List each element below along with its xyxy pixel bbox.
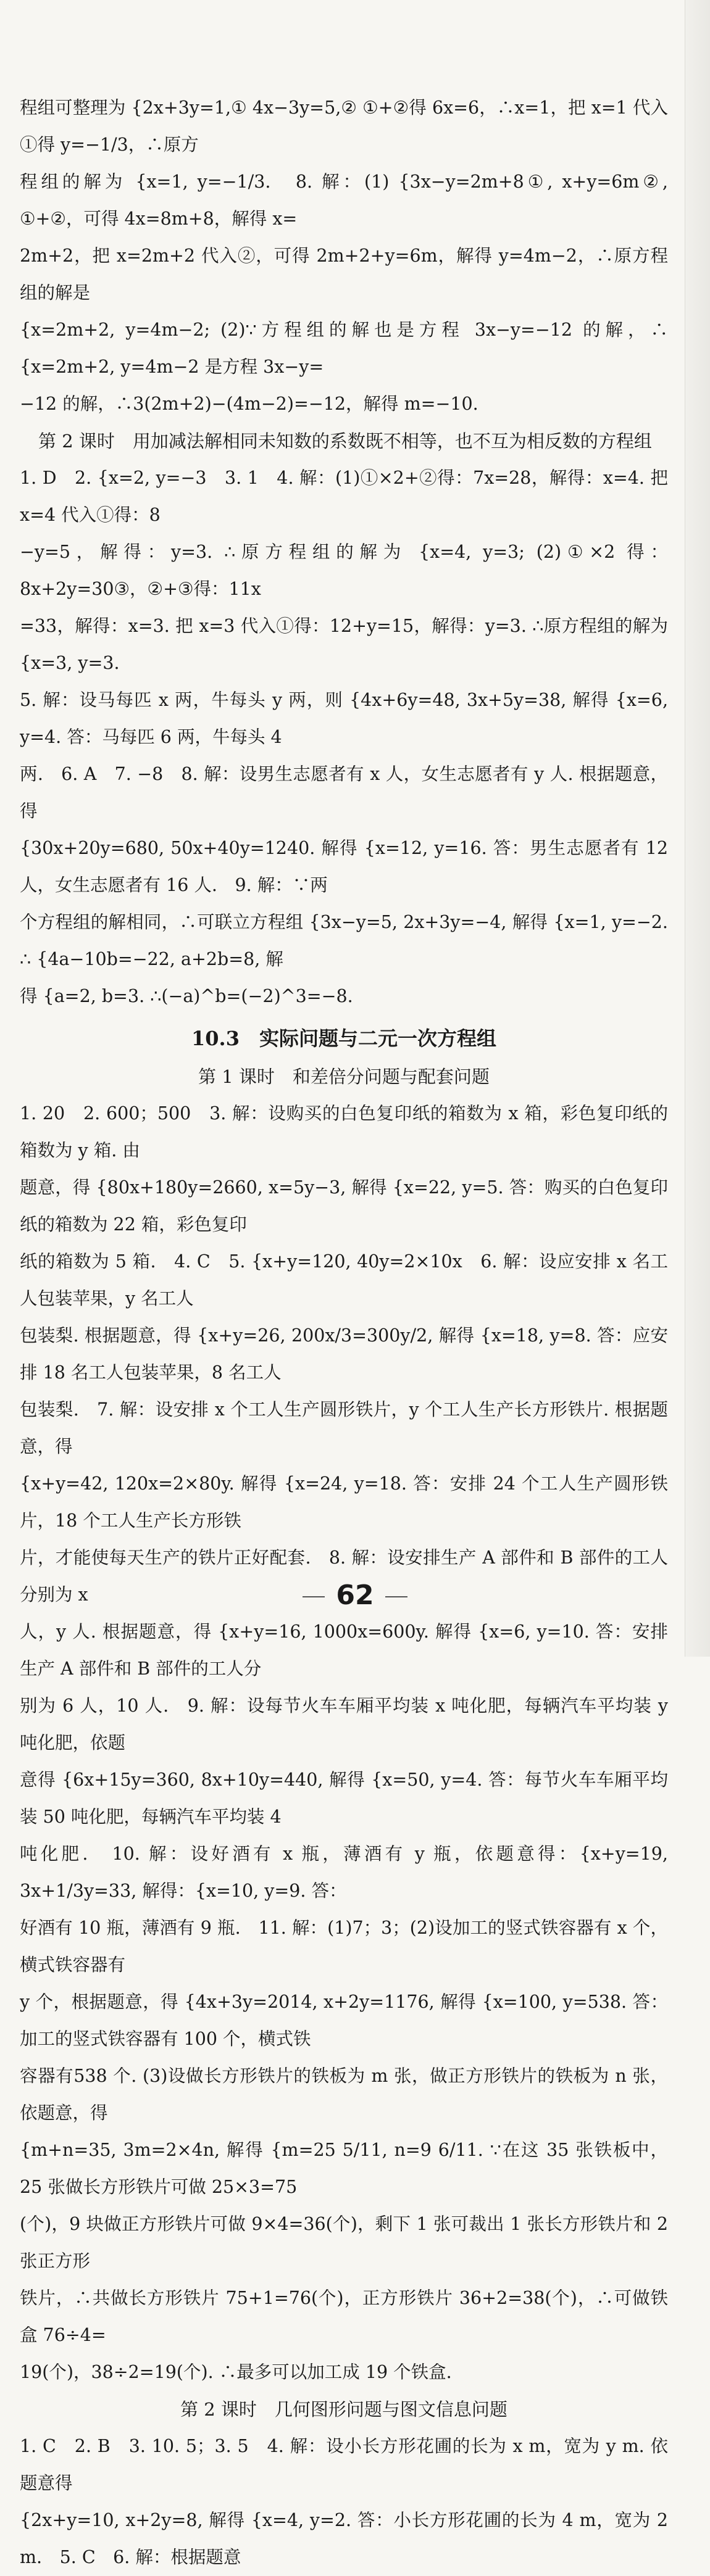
- text-line: {2x+y=10, x+2y=8, 解得 {x=4, y=2. 答：小长方形花圃的长为 4 m，宽为 2 m. 5. C 6. 解：根据题意: [20, 2510, 668, 2567]
- text-line: 得 {a=2, b=3. ∴(−a)^b=(−2)^3=−8.: [20, 986, 353, 1006]
- text-line: {x+y=42, 120x=2×80y. 解得 {x=24, y=18. 答：安排 24 个工人生产圆形铁片，18 个工人生产长方形铁: [20, 1473, 668, 1531]
- text-line: 个方程组的解相同，∴可联立方程组 {3x−y=5, 2x+3y=−4, 解得 {x=1, y=−2. ∴ {4a−10b=−22, a+2b=8, 解: [20, 912, 668, 969]
- text-line: 19(个)，38÷2=19(个). ∴最多可以加工成 19 个铁盒.: [20, 2362, 452, 2382]
- text-line: 容器有538 个. (3)设做长方形铁片的铁板为 m 张，做正方形铁片的铁板为 n 张，依题意，得: [20, 2066, 668, 2123]
- text-line: {m+n=35, 3m=2×4n, 解得 {m=25 5/11, n=9 6/11. ∵在这 35 张铁板中，25 张做长方形铁片可做 25×3=75: [20, 2140, 668, 2197]
- page-number-rule-left: [303, 1596, 325, 1597]
- text-line: −y=5，解得：y=3. ∴原方程组的解为 {x=4, y=3; (2)①×2 得：8x+2y=30③，②+③得：11x: [20, 542, 668, 599]
- text-line: 题意，得 {80x+180y=2660, x=5y−3, 解得 {x=22, y=5. 答：购买的白色复印纸的箱数为 22 箱，彩色复印: [20, 1177, 668, 1235]
- text-line: 程组的解为 {x=1, y=−1/3. 8. 解：(1) {3x−y=2m+8①, x+y=6m②, ①+②，可得 4x=8m+8，解得 x=: [20, 172, 668, 229]
- answer-content: [20, 89, 668, 2576]
- text-line: 纸的箱数为 5 箱. 4. C 5. {x+y=120, 40y=2×10x 6. 解：设应安排 x 名工人包装苹果，y 名工人: [20, 1251, 668, 1309]
- text-line: 2m+2，把 x=2m+2 代入②，可得 2m+2+y=6m，解得 y=4m−2，∴原方程组的解是: [20, 246, 668, 303]
- text-line: 吨化肥. 10. 解：设好酒有 x 瓶，薄酒有 y 瓶，依题意得：{x+y=19, 3x+1/3y=33, 解得：{x=10, y=9. 答：: [20, 1844, 668, 1901]
- lesson-title: 第 2 课时 用加减法解相同未知数的系数既不相等，也不互为相反数的方程组: [38, 431, 652, 452]
- text-line: −12 的解，∴3(2m+2)−(4m−2)=−12，解得 m=−10.: [20, 394, 478, 414]
- text-line: 1. D 2. {x=2, y=−3 3. 1 4. 解：(1)①×2+②得：7x=28，解得：x=4. 把 x=4 代入①得：8: [20, 468, 668, 525]
- page-number-text: 62: [336, 1580, 374, 1611]
- text-line: y 个，根据题意，得 {4x+3y=2014, x+2y=1176, 解得 {x=100, y=538. 答：加工的竖式铁容器有 100 个，横式铁: [20, 1992, 668, 2049]
- page-number: [0, 1580, 710, 1611]
- text-line: 别为 6 人，10 人. 9. 解：设每节火车车厢平均装 x 吨化肥，每辆汽车平均装 y 吨化肥，依题: [20, 1696, 668, 1753]
- text-line: 片，才能使每天生产的铁片正好配套. 8. 解：设安排生产 A 部件和 B 部件的工人分别为 x: [20, 1547, 668, 1605]
- text-line: =33，解得：x=3. 把 x=3 代入①得：12+y=15，解得：y=3. ∴原方程组的解为 {x=3, y=3.: [20, 616, 668, 673]
- text-line: {30x+20y=680, 50x+40y=1240. 解得 {x=12, y=16. 答：男生志愿者有 12 人，女生志愿者有 16 人. 9. 解：∵两: [20, 838, 668, 895]
- text-line: 两. 6. A 7. −8 8. 解：设男生志愿者有 x 人，女生志愿者有 y 人. 根据题意，得: [20, 764, 668, 821]
- text-line: {x=2m+2, y=4m−2; (2)∵方程组的解也是方程 3x−y=−12 的解，∴ {x=2m+2, y=4m−2 是方程 3x−y=: [20, 320, 668, 377]
- lesson-title: 第 1 课时 和差倍分问题与配套问题: [198, 1066, 490, 1087]
- text-line: 程组可整理为 {2x+3y=1,① 4x−3y=5,② ①+②得 6x=6，∴x=1，把 x=1 代入①得 y=−1/3，∴原方: [20, 97, 668, 155]
- text-line: 5. 解：设马每匹 x 两，牛每头 y 两，则 {4x+6y=48, 3x+5y=38, 解得 {x=6, y=4. 答：马每匹 6 两，牛每头 4: [20, 690, 668, 747]
- adjacent-page-edge: [685, 0, 710, 1657]
- page-number-rule-right: [385, 1596, 407, 1597]
- text-line: (个)，9 块做正方形铁片可做 9×4=36(个)，剩下 1 张可裁出 1 张长方形铁片和 2 张正方形: [20, 2214, 668, 2271]
- text-line: 意得 {6x+15y=360, 8x+10y=440, 解得 {x=50, y=4. 答：每节火车车厢平均装 50 吨化肥，每辆汽车平均装 4: [20, 1770, 668, 1827]
- text-line: 1. 20 2. 600；500 3. 解：设购买的白色复印纸的箱数为 x 箱，彩色复印纸的箱数为 y 箱. 由: [20, 1103, 668, 1161]
- text-line: 1. C 2. B 3. 10. 5；3. 5 4. 解：设小长方形花圃的长为 x m，宽为 y m. 依题意得: [20, 2436, 668, 2493]
- text-line: 包装梨. 根据题意，得 {x+y=26, 200x/3=300y/2, 解得 {x=18, y=8. 答：应安排 18 名工人包装苹果，8 名工人: [20, 1325, 668, 1383]
- text-line: 好酒有 10 瓶，薄酒有 9 瓶. 11. 解：(1)7；3；(2)设加工的竖式铁容器有 x 个，横式铁容器有: [20, 1918, 668, 1975]
- section-title: 10.3 实际问题与二元一次方程组: [191, 1027, 496, 1050]
- text-line: 铁片，∴共做长方形铁片 75+1=76(个)，正方形铁片 36+2=38(个)，∴可做铁盒 76÷4=: [20, 2288, 668, 2345]
- lesson-title: 第 2 课时 几何图形问题与图文信息问题: [180, 2399, 507, 2420]
- text-line: 包装梨. 7. 解：设安排 x 个工人生产圆形铁片，y 个工人生产长方形铁片. 根据题意，得: [20, 1399, 668, 1457]
- text-line: 人，y 人. 根据题意，得 {x+y=16, 1000x=600y. 解得 {x=6, y=10. 答：安排生产 A 部件和 B 部件的工人分: [20, 1621, 668, 1679]
